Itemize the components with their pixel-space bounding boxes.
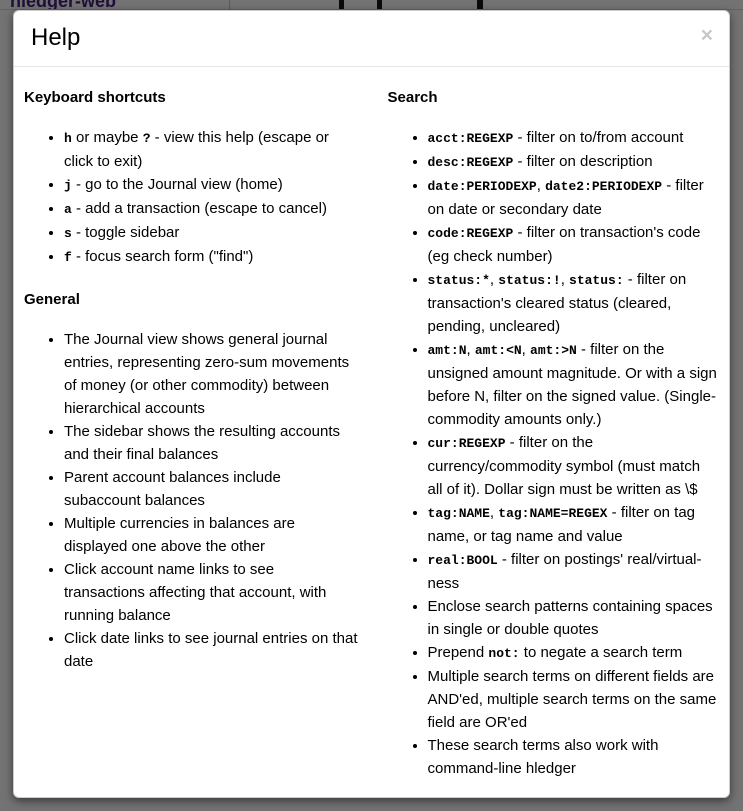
text-segment: - filter on date or secondary date <box>427 177 704 218</box>
help-list <box>24 328 358 673</box>
text-segment: - filter on transaction's cleared status (cleared, pending, uncleared) <box>427 271 687 335</box>
list-item <box>64 420 358 466</box>
text-segment: - filter on transaction's code (eg check number) <box>427 224 701 265</box>
list-item <box>428 431 720 501</box>
list-item <box>428 595 720 641</box>
text-segment: Parent account balances include subaccount balances <box>64 469 281 509</box>
code-term: amt:<N <box>474 343 522 358</box>
code-term: amt:N <box>427 343 467 358</box>
list-item <box>428 126 720 150</box>
list-item <box>428 221 720 268</box>
text-segment: , <box>489 271 499 288</box>
text-segment: or maybe <box>71 129 143 146</box>
list-item <box>64 627 358 673</box>
list-item <box>428 174 720 221</box>
list-item <box>64 245 358 269</box>
code-term: real:BOOL <box>427 553 498 568</box>
help-modal <box>13 10 730 798</box>
modal-header <box>14 11 729 67</box>
list-item <box>64 328 358 420</box>
text-segment: - go to the Journal view (home) <box>71 176 283 193</box>
code-term: f <box>64 250 72 265</box>
modal-body <box>14 67 729 790</box>
list-item <box>64 221 358 245</box>
text-segment: Click date links to see journal entries on that date <box>64 630 358 670</box>
code-term: status:* <box>427 273 490 288</box>
text-segment: , <box>560 271 570 288</box>
code-term: date:PERIODEXP <box>427 179 537 194</box>
section-heading: Keyboard shortcuts <box>24 89 166 106</box>
text-segment: The sidebar shows the resulting accounts and their final balances <box>64 423 340 463</box>
code-term: j <box>64 178 72 193</box>
code-term: date2:PERIODEXP <box>545 179 663 194</box>
list-item <box>428 501 720 548</box>
code-term: acct:REGEXP <box>427 131 514 146</box>
code-term: code:REGEXP <box>427 226 514 241</box>
list-item <box>64 466 358 512</box>
code-term: tag:NAME=REGEX <box>498 506 608 521</box>
code-term: ? <box>142 131 151 146</box>
help-list <box>388 126 720 780</box>
list-item <box>64 197 358 221</box>
list-item <box>64 558 358 627</box>
list-item <box>64 126 358 173</box>
text-segment: - view this help (escape or click to exit) <box>64 129 329 170</box>
modal-title: Help <box>31 24 81 51</box>
list-item <box>428 641 720 665</box>
text-segment: - filter on postings' real/virtual-ness <box>427 551 702 592</box>
text-segment: The Journal view shows general journal entries, representing zero-sum movements of money (or other commodity) between hierarchical accounts <box>64 331 350 417</box>
list-item <box>428 268 720 338</box>
code-term: status:! <box>498 273 561 288</box>
text-segment: - filter on tag name, or tag name and value <box>427 504 696 545</box>
text-segment: , <box>489 504 499 521</box>
text-segment: These search terms also work with command-line hledger <box>427 737 659 777</box>
text-segment: - filter on the unsigned amount magnitude. Or with a sign before N, filter on the signed value. (Single-commodity amounts only.) <box>427 341 717 428</box>
code-term: cur:REGEXP <box>427 436 506 451</box>
list-item <box>428 338 720 431</box>
help-list <box>24 126 358 269</box>
text-segment: Prepend <box>427 644 489 661</box>
code-term: desc:REGEXP <box>427 155 514 170</box>
code-term: tag:NAME <box>427 506 490 521</box>
list-item <box>64 512 358 558</box>
text-segment: , <box>466 341 475 358</box>
code-term: s <box>64 226 72 241</box>
text-segment: - filter on description <box>513 153 653 170</box>
text-segment: , <box>536 177 546 194</box>
text-segment: - filter on to/from account <box>513 129 684 146</box>
text-segment: - toggle sidebar <box>71 224 180 241</box>
text-segment: Enclose search patterns containing spaces in single or double quotes <box>427 598 713 638</box>
code-term: not: <box>488 646 520 661</box>
code-term: a <box>64 202 72 217</box>
list-item <box>428 665 720 734</box>
text-segment: , <box>521 341 531 358</box>
list-item <box>64 173 358 197</box>
code-term: status: <box>569 273 624 288</box>
text-segment: - add a transaction (escape to cancel) <box>71 200 327 217</box>
list-item <box>428 734 720 780</box>
text-segment: Multiple currencies in balances are displayed one above the other <box>64 515 295 555</box>
list-item <box>428 548 720 595</box>
modal-right-column <box>372 67 720 790</box>
section-heading: General <box>24 291 80 308</box>
text-segment: - filter on the currency/commodity symbol (must match all of it). Dollar sign must be written as \$ <box>427 434 701 498</box>
modal-left-column <box>24 67 372 790</box>
text-segment: - focus search form ("find") <box>71 248 254 265</box>
code-term: h <box>64 131 72 146</box>
section-heading: Search <box>387 89 438 106</box>
text-segment: to negate a search term <box>519 644 683 661</box>
close-icon[interactable]: × <box>700 24 713 47</box>
list-item <box>428 150 720 174</box>
text-segment: Click account name links to see transactions affecting that account, with running balance <box>64 561 327 624</box>
code-term: amt:>N <box>530 343 577 358</box>
text-segment: Multiple search terms on different fields are AND'ed, multiple search terms on the same field are OR'ed <box>427 668 717 731</box>
